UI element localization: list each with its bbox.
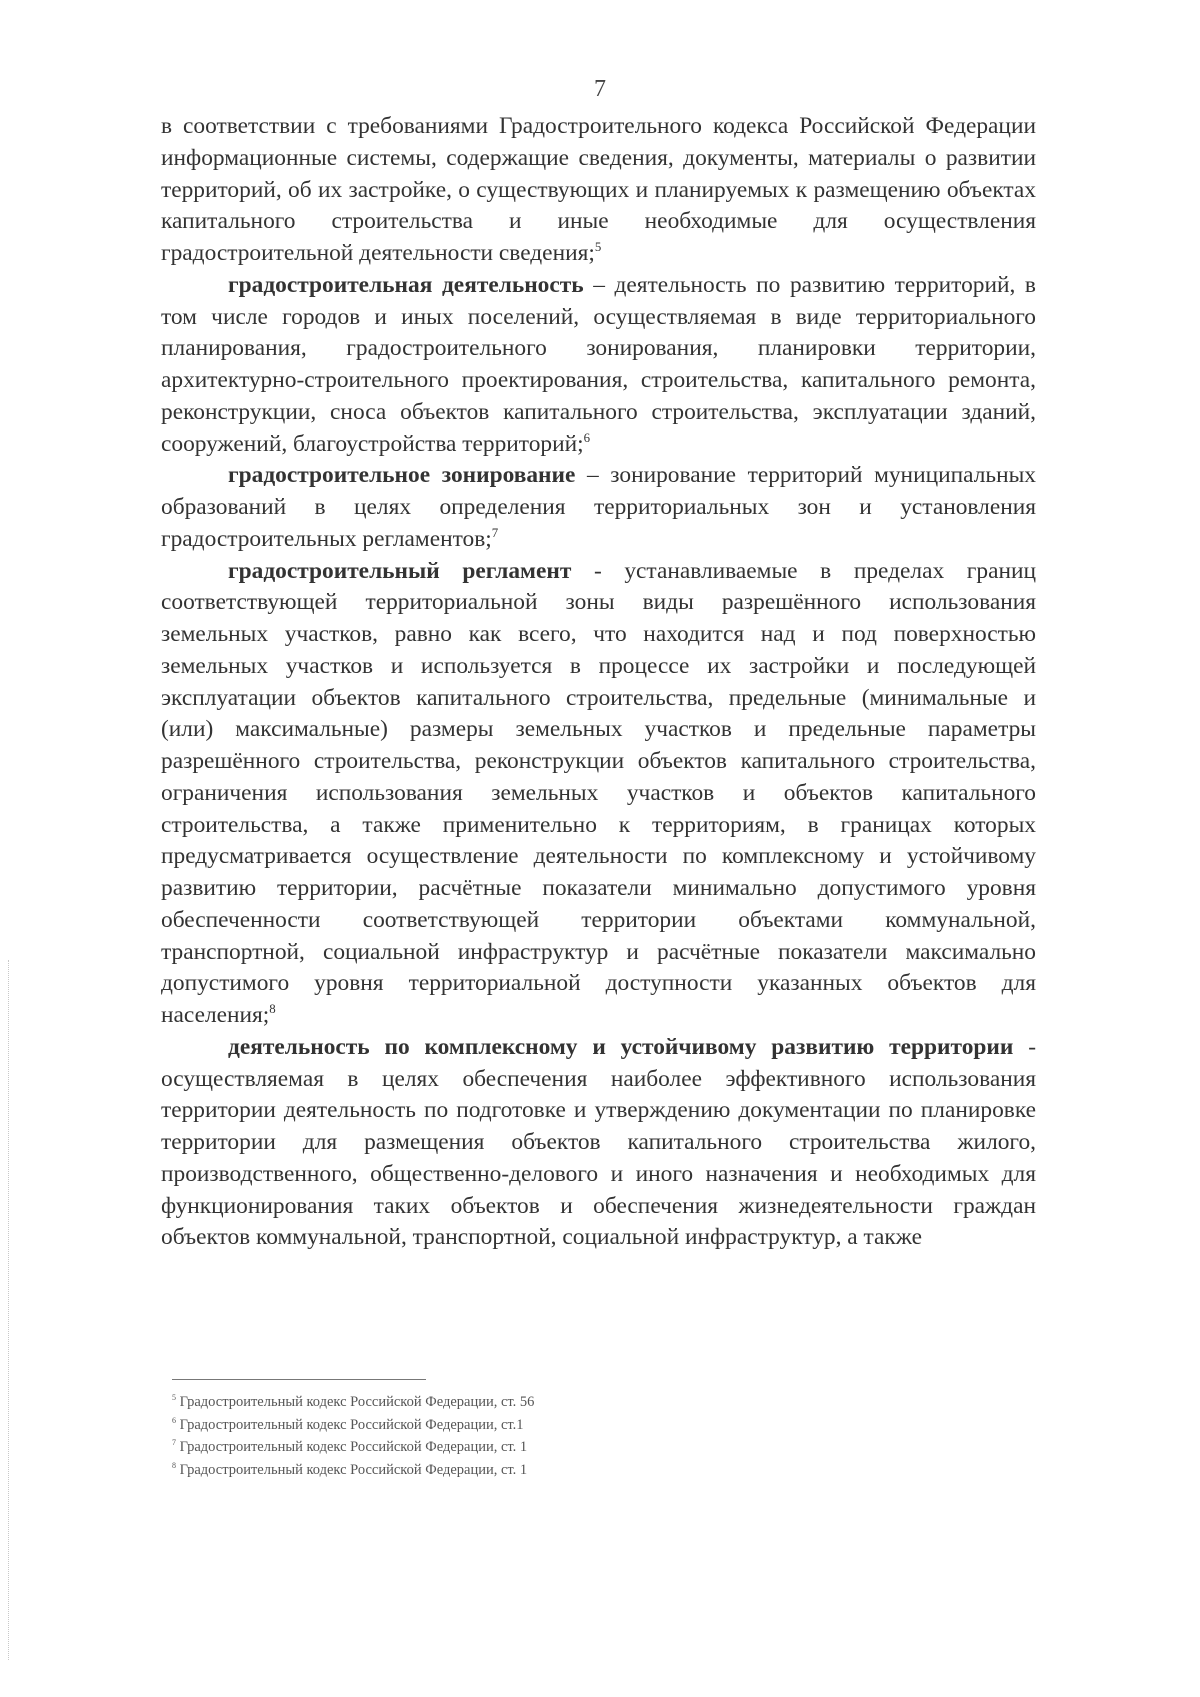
document-body [161, 111, 1036, 1254]
paragraph-integrated-development [161, 1032, 1036, 1254]
defined-term: градостроительная деятельность [228, 271, 584, 298]
scan-edge-mark [8, 960, 9, 1660]
footnote-text: Градостроительный кодекс Российской Федерации, ст.1 [175, 1416, 524, 1433]
footnote-text: Градостроительный кодекс Российской Федерации, ст. 56 [175, 1394, 535, 1410]
footnote-ref-8[interactable]: 8 [269, 1002, 276, 1017]
footnote-item [172, 1436, 872, 1459]
paragraph-text: в соответствии с требованиями Градостроительного кодекса Российской Федерации информационные системы, содержащие сведения, документы, материалы о развитии территорий, об их застройке, о существующих и планируемых к размещению объектах капитального строительства и иные необходимые для осуществления градостроительной деятельности сведения; [161, 113, 1036, 266]
footnotes [172, 1391, 872, 1481]
defined-term: деятельность по комплексному и устойчивому развитию территории [228, 1033, 1014, 1060]
paragraph-urban-zoning [161, 460, 1036, 555]
definition-text: – зонирование территорий муниципальных образований в целях определения территориальных зон и установления градостроительных регламентов; [161, 462, 1037, 552]
footnote-ref-6[interactable]: 6 [583, 430, 591, 445]
footnote-ref-5[interactable]: 5 [594, 240, 602, 255]
footnote-number: 5 [172, 1393, 176, 1403]
paragraph-information-systems [161, 111, 1036, 270]
footnote-number: 7 [172, 1438, 176, 1448]
footnote-number: 8 [172, 1460, 176, 1470]
paragraph-urban-regulation [161, 556, 1036, 1032]
defined-term: градостроительное зонирование [228, 462, 576, 489]
defined-term: градостроительный регламент [228, 557, 572, 584]
footnote-ref-7[interactable]: 7 [491, 525, 499, 540]
footnote-item [172, 1391, 872, 1414]
definition-text: – деятельность по развитию территорий, в том числе городов и иных поселений, осуществляемая в виде территориального планирования, градостроительного зонирования, планировки территории, архитектурно-строительного проектирования, строительства, капитального ремонта, реконструкции, сноса объектов капитального строительства, эксплуатации зданий, сооружений, благоустройства территорий; [161, 271, 1036, 457]
paragraph-urban-planning-activity [161, 270, 1036, 461]
footnote-item [172, 1459, 872, 1482]
footnote-text: Градостроительный кодекс Российской Федерации, ст. 1 [175, 1461, 528, 1478]
definition-text: - устанавливаемые в пределах границ соответствующей территориальной зоны виды разрешённого использования земельных участков, равно как всего, что находится над и под поверхностью земельных участков и используется в процессе их застройки и последующей эксплуатации объектов капитального строительства, предельные (минимальные и (или) максимальные) размеры земельных участков и предельные параметры разрешённого строительства, реконструкции объектов капитального строительства, ограничения использования земельных участков и объектов капитального строительства, а также применительно к территориям, в границах которых предусматривается осуществление деятельности по комплексному и устойчивому развитию территории, расчётные показатели минимально допустимого уровня обеспеченности соответствующей территории объектами коммунальной, транспортной, социальной инфраструктур и расчётные показатели максимально допустимого уровня территориальной доступности указанных объектов для населения; [161, 557, 1037, 1028]
page-number: 7 [594, 76, 606, 102]
footnote-number: 6 [172, 1415, 176, 1425]
footnote-item [172, 1414, 872, 1437]
footnote-text: Градостроительный кодекс Российской Федерации, ст. 1 [175, 1439, 528, 1456]
footnote-separator [172, 1379, 426, 1380]
definition-text: - осуществляемая в целях обеспечения наиболее эффективного использования территории деятельность по подготовке и утверждению документации по планировке территории для размещения объектов капитального строительства жилого, производственного, общественно-делового и иного назначения и необходимых для функционирования таких объектов и обеспечения жизнедеятельности граждан объектов коммунальной, транспортной, социальной инфраструктур, а также [161, 1033, 1036, 1251]
